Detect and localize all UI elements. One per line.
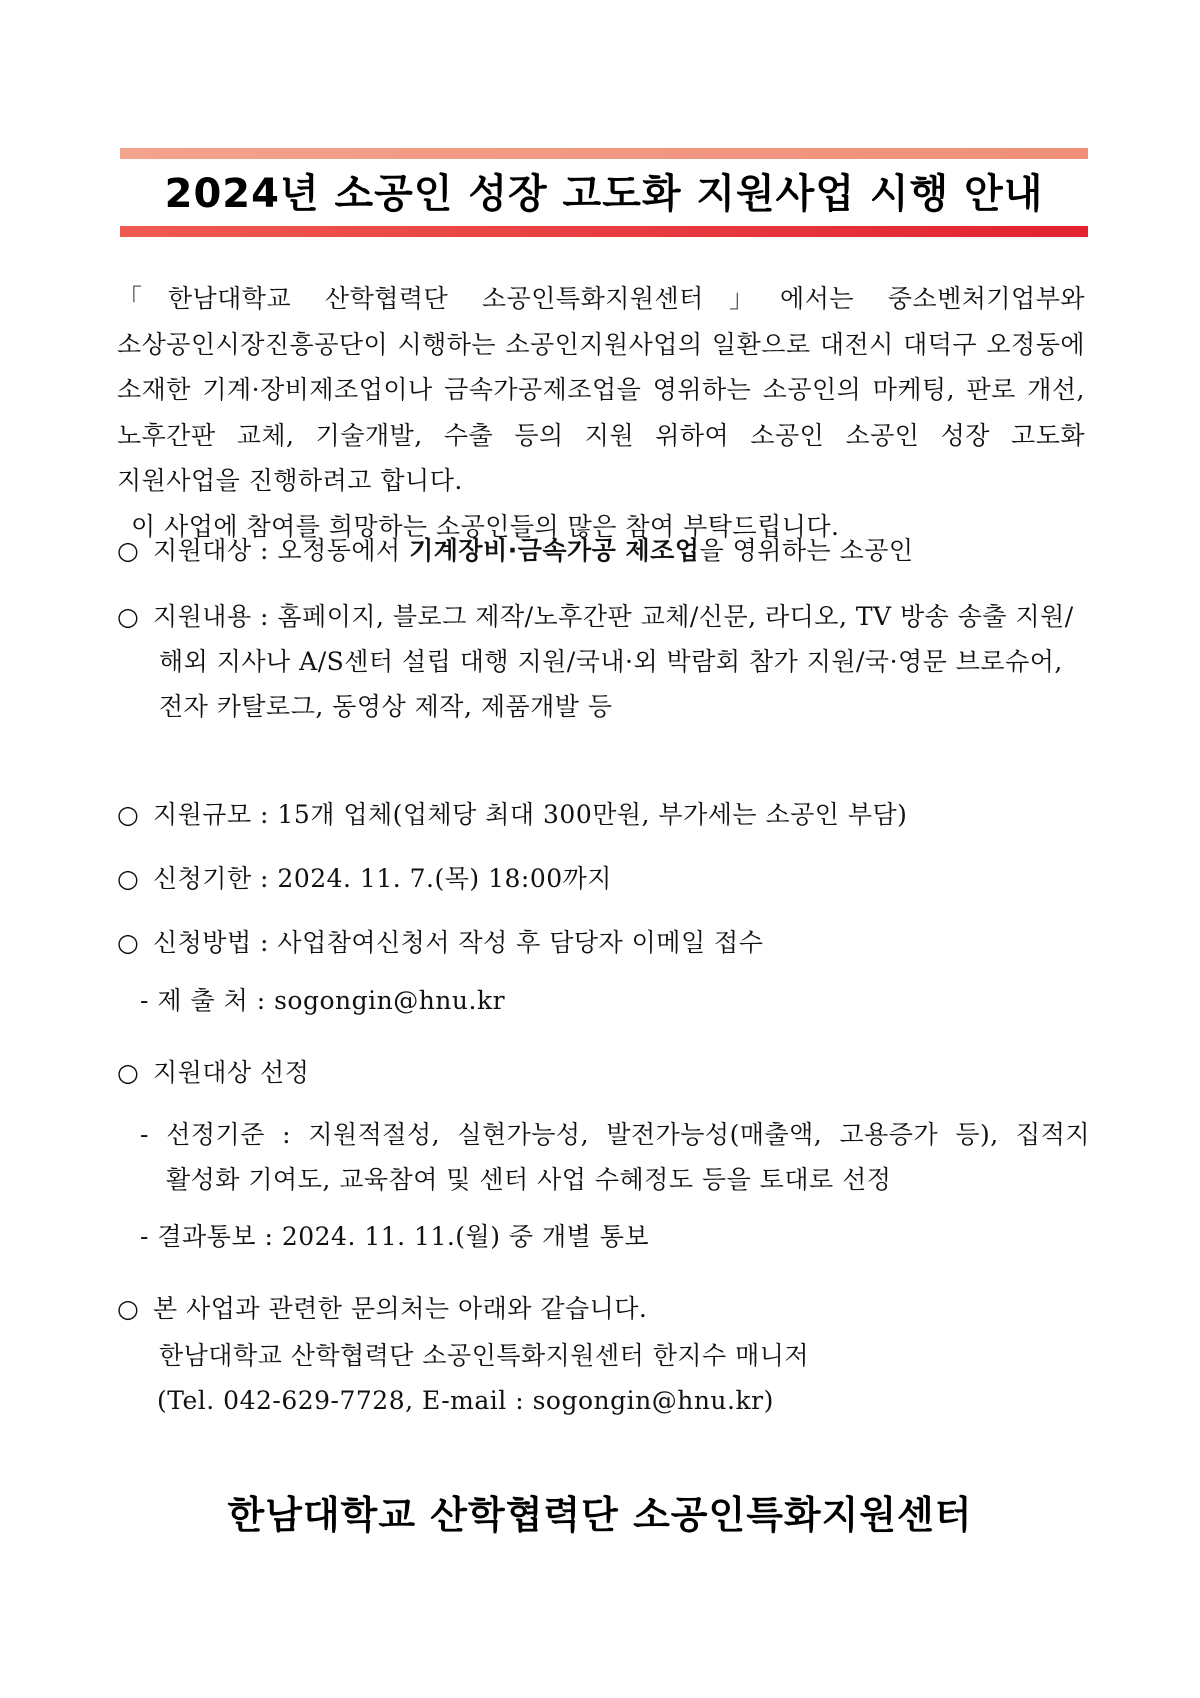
dash-marker: - bbox=[140, 986, 149, 1015]
intro-section bbox=[117, 276, 1085, 549]
item-selection bbox=[117, 1050, 1092, 1095]
item-content-text: 지원내용 : 홈페이지, 블로그 제작/노후간판 교체/신문, 라디오, TV 방송 송출 지원/해외 지사나 A/S센터 설립 대행 지원/국내·외 박람회 참가 지원/국·영문 브로슈어, 전자 카탈로그, 동영상 제작, 제품개발 등 bbox=[153, 602, 1074, 721]
bullet-circle: ○ bbox=[117, 928, 140, 957]
intro-closing: 이 사업에 참여를 희망하는 소공인들의 많은 참여 부탁드립니다. bbox=[131, 511, 840, 541]
item-method bbox=[117, 920, 1092, 965]
title-top-bar bbox=[120, 148, 1088, 159]
sub-result bbox=[140, 1214, 1090, 1259]
item-contact-text: 본 사업과 관련한 문의처는 아래와 같습니다. bbox=[153, 1294, 648, 1323]
item-method-text: 신청방법 : 사업참여신청서 작성 후 담당자 이메일 접수 bbox=[153, 928, 764, 957]
dash-marker: - bbox=[140, 1120, 149, 1149]
bullet-circle: ○ bbox=[117, 864, 140, 893]
bullet-circle: ○ bbox=[117, 1058, 140, 1087]
bullet-circle: ○ bbox=[117, 536, 140, 565]
item-deadline bbox=[117, 856, 1092, 901]
item-target-label: 지원대상 : 오정동에서 bbox=[153, 536, 410, 565]
dash-marker: - bbox=[140, 1222, 149, 1251]
sub-criteria-text: 선정기준 : 지원적절성, 실현가능성, 발전가능성(매출액, 고용증가 등), 집적지 활성화 기여도, 교육참여 및 센터 사업 수혜정도 등을 토대로 선정 bbox=[166, 1120, 1090, 1194]
item-selection-text: 지원대상 선정 bbox=[153, 1058, 310, 1087]
footer-organization: 한남대학교 산학협력단 소공인특화지원센터 bbox=[227, 1493, 973, 1537]
contact-tel-text: (Tel. 042-629-7728, E-mail : sogongin@hnu.kr) bbox=[157, 1386, 774, 1415]
bullet-circle: ○ bbox=[117, 1294, 140, 1323]
intro-paragraph: 「한남대학교 산학협력단 소공인특화지원센터」에서는 중소벤처기업부와 소상공인시장진흥공단이 시행하는 소공인지원사업의 일환으로 대전시 대덕구 오정동에 소재한 기계·장비제조업이나 금속가공제조업을 영위하는 소공인의 마케팅, 판로 개선, 노후간판 교체, 기술개발, 수출 등의 지원 위하여 소공인 소공인 성장 고도화 지원사업을 진행하려고 합니다. bbox=[117, 284, 1085, 495]
item-target-emphasis: 기계장비·금속가공 제조업 bbox=[409, 536, 700, 565]
contact-person-text: 한남대학교 산학협력단 소공인특화지원센터 한지수 매니저 bbox=[159, 1341, 810, 1370]
title-bottom-bar bbox=[120, 226, 1088, 237]
sub-submit-text: 제 출 처 : sogongin@hnu.kr bbox=[157, 986, 506, 1015]
item-scale bbox=[117, 792, 1092, 837]
item-scale-text: 지원규모 : 15개 업체(업체당 최대 300만원, 부가세는 소공인 부담) bbox=[153, 800, 908, 829]
bullet-circle: ○ bbox=[117, 800, 140, 829]
page-title: 2024년 소공인 성장 고도화 지원사업 시행 안내 bbox=[164, 171, 1044, 217]
item-target bbox=[117, 528, 1092, 573]
sub-criteria bbox=[140, 1112, 1090, 1202]
sub-submit bbox=[140, 978, 1090, 1023]
item-target-suffix: 을 영위하는 소공인 bbox=[699, 536, 914, 565]
item-contact bbox=[117, 1286, 1092, 1331]
item-deadline-text: 신청기한 : 2024. 11. 7.(목) 18:00까지 bbox=[153, 864, 612, 893]
item-content bbox=[117, 594, 1092, 729]
sub-result-text: 결과통보 : 2024. 11. 11.(월) 중 개별 통보 bbox=[157, 1222, 650, 1251]
bullet-circle: ○ bbox=[117, 602, 140, 631]
contact-person bbox=[159, 1333, 1134, 1378]
contact-tel bbox=[157, 1378, 1132, 1423]
